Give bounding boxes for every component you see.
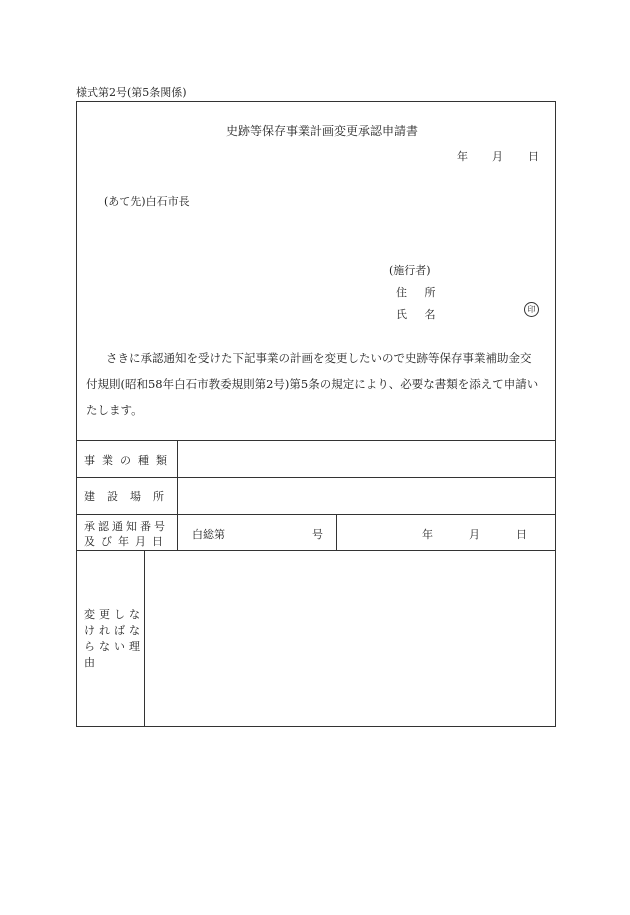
date-month: 月 [492, 150, 503, 163]
row-label-reason-l1: 変更しな [84, 608, 144, 621]
document-title: 史跡等保存事業計画変更承認申請書 [226, 124, 419, 138]
seal-mark: 印 [524, 302, 539, 317]
row-label-construction-site: 建設場所 [84, 490, 176, 503]
row-divider-3 [76, 550, 556, 551]
date-day: 日 [528, 150, 539, 163]
approval-date-year: 年 [422, 528, 433, 541]
application-body [86, 345, 546, 423]
approval-date-month: 月 [469, 528, 480, 541]
approval-number-prefix: 白総第 [192, 528, 225, 541]
row-divider-2 [76, 514, 556, 515]
row-label-reason-l2: ければな [84, 624, 144, 637]
row-label-reason-l4: 由 [84, 656, 99, 669]
addressee: (あて先)白石市長 [104, 195, 190, 208]
name-label: 氏 名 [396, 308, 443, 321]
body-line-1: さきに承認通知を受けた下記事業の計画を変更したいので史跡等保存事業補助金交 [106, 351, 532, 365]
row-label-reason-l3: らない理 [84, 640, 144, 653]
row-divider-1 [76, 477, 556, 478]
label-column-rule [177, 440, 178, 550]
row-label-approval-number-l1: 承認通知番号 [84, 520, 168, 533]
table-top-rule [76, 440, 556, 441]
address-label: 住 所 [396, 286, 443, 299]
row-label-project-type: 事業の種類 [84, 454, 174, 467]
body-line-2: 付規則(昭和58年白石市教委規則第2号)第5条の規定により、必要な書類を添えて申請い [86, 377, 539, 391]
date-year: 年 [457, 150, 468, 163]
approval-date-day: 日 [516, 528, 527, 541]
date-column-rule [336, 514, 337, 550]
applicant-header: (施行者) [389, 264, 431, 277]
body-line-3: たします。 [86, 403, 143, 417]
approval-number-suffix: 号 [312, 528, 323, 541]
row-label-approval-number-l2: 及び年月日 [84, 535, 169, 548]
reason-column-rule [144, 550, 145, 727]
form-number: 様式第2号(第5条関係) [76, 86, 187, 99]
